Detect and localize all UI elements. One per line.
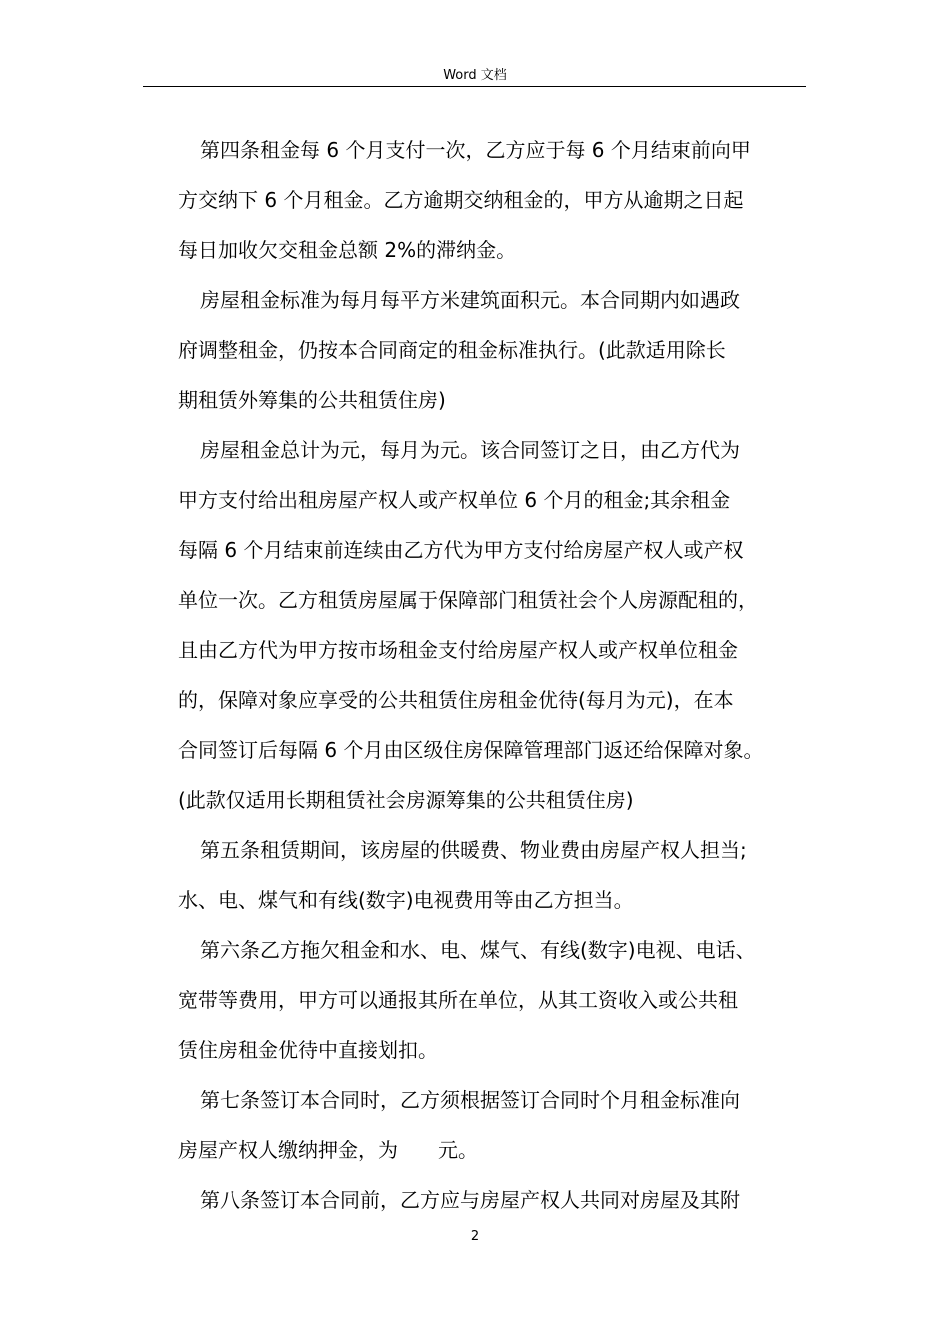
paragraph-article-8 [178, 1175, 808, 1225]
text-line: 水、电、煤气和有线(数字)电视费用等由乙方担当。 [178, 888, 634, 912]
page-header: Word 文档 [443, 68, 507, 83]
text-line: 房屋租金标准为每月每平方米建筑面积元。本合同期内如遇政 [200, 288, 740, 312]
text-line: 且由乙方代为甲方按市场租金支付给房屋产权人或产权单位租金 [178, 638, 738, 662]
text-line: (此款仅适用长期租赁社会房源筹集的公共租赁住房) [178, 788, 634, 812]
page-number: 2 [470, 1229, 480, 1244]
text-line: 第八条签订本合同前，乙方应与房屋产权人共同对房屋及其附 [200, 1188, 740, 1212]
header-rule [143, 86, 806, 87]
text-line: 第七条签订本合同时，乙方须根据签订合同时个月租金标准向 [200, 1088, 740, 1112]
text-line: 期租赁外筹集的公共租赁住房) [178, 388, 446, 412]
text-line: 合同签订后每隔 6 个月由区级住房保障管理部门返还给保障对象。 [178, 738, 764, 762]
paragraph-rent-standard [178, 275, 808, 425]
paragraph-article-5 [178, 825, 808, 925]
text-line: 第六条乙方拖欠租金和水、电、煤气、有线(数字)电视、电话、 [200, 938, 756, 962]
text-line: 单位一次。乙方租赁房屋属于保障部门租赁社会个人房源配租的， [178, 588, 758, 612]
paragraph-rent-total [178, 425, 808, 825]
paragraph-article-4 [178, 125, 808, 275]
text-line: 府调整租金，仍按本合同商定的租金标准执行。(此款适用除长 [178, 338, 726, 362]
text-line: 的，保障对象应享受的公共租赁住房租金优待(每月为元)，在本 [178, 688, 734, 712]
text-line: 第四条租金每 6 个月支付一次，乙方应于每 6 个月结束前向甲 [200, 138, 751, 162]
text-line: 房屋产权人缴纳押金，为 元。 [178, 1138, 478, 1162]
paragraph-article-6 [178, 925, 808, 1075]
paragraph-article-7 [178, 1075, 808, 1175]
text-line: 赁住房租金优待中直接划扣。 [178, 1038, 438, 1062]
text-line: 房屋租金总计为元，每月为元。该合同签订之日，由乙方代为 [200, 438, 740, 462]
text-line: 宽带等费用，甲方可以通报其所在单位，从其工资收入或公共租 [178, 988, 738, 1012]
text-line: 每日加收欠交租金总额 2%的滞纳金。 [178, 238, 517, 262]
text-line: 每隔 6 个月结束前连续由乙方代为甲方支付给房屋产权人或产权 [178, 538, 744, 562]
text-line: 第五条租赁期间，该房屋的供暖费、物业费由房屋产权人担当; [200, 838, 747, 862]
text-line: 甲方支付给出租房屋产权人或产权单位 6 个月的租金;其余租金 [178, 488, 731, 512]
document-body [178, 125, 808, 1225]
text-line: 方交纳下 6 个月租金。乙方逾期交纳租金的，甲方从逾期之日起 [178, 188, 744, 212]
